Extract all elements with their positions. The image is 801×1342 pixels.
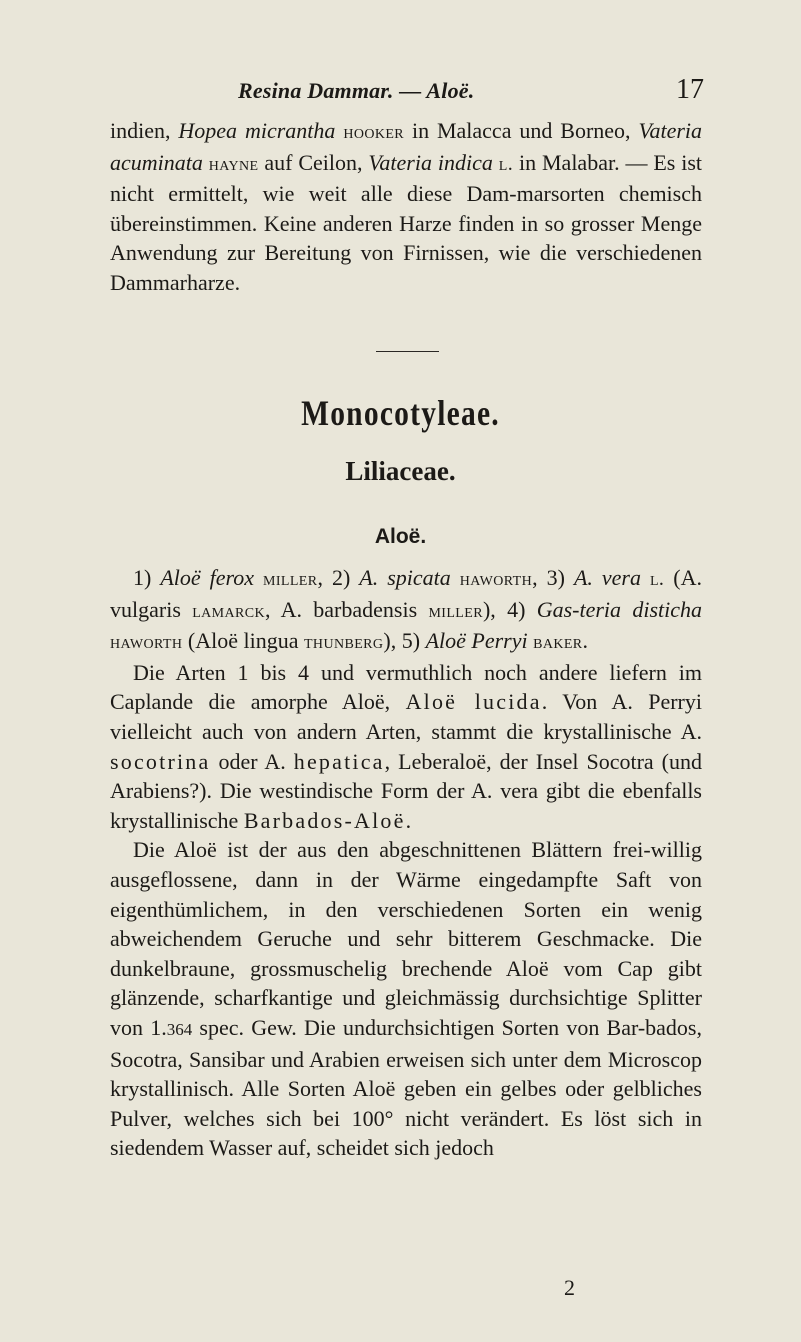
- author-name: l.: [498, 152, 514, 175]
- text-run: , A. barbadensis: [265, 596, 429, 622]
- paragraph-aloe-varieties: [110, 658, 702, 836]
- species-name: A. spicata: [359, 565, 451, 590]
- text-run: oder A.: [210, 748, 294, 774]
- text-run: in Malacca und Borneo,: [404, 118, 639, 143]
- text-run: (A. vulgaris: [110, 565, 703, 622]
- heading-class: Monocotyleae.: [301, 393, 500, 433]
- text-run: , 3): [532, 565, 574, 590]
- signature-mark: 2: [564, 1275, 575, 1300]
- species-name: A. vera: [573, 565, 641, 590]
- heading-genus: Aloë.: [374, 525, 427, 548]
- spaced-term: Aloë lucida: [405, 689, 542, 715]
- text-run: 1): [133, 565, 161, 590]
- text-run: (Aloë lingua: [182, 628, 304, 654]
- species-name: Hopea micrantha: [178, 118, 336, 143]
- text-run: [254, 565, 263, 590]
- author-name: baker: [533, 631, 583, 654]
- text-run: ), 5): [383, 628, 426, 654]
- running-head: [0, 72, 801, 112]
- section-divider: [376, 351, 439, 352]
- text-run: spec. Gew. Die undurchsichtigen Sorten von Bar-bados, Socotra, Sansibar und Arabien erweisen sich unter dem Microscop krystallinisch. Alle Sorten Aloë geben ein gelbes oder gelbliches Pulver, welches sich bei 100° nicht verändert. Es löst sich in siedendem Wasser auf, scheidet sich jedoch: [110, 1014, 702, 1161]
- author-name: haworth: [110, 631, 183, 654]
- author-name: miller: [262, 568, 318, 590]
- page-number: 17: [676, 74, 704, 105]
- text-run: Die Arten 1 bis 4 und vermuthlich noch andere liefern im Caplande die amorphe Aloë,: [110, 659, 702, 715]
- text-block-dammar: [110, 116, 702, 298]
- species-name: Vateria acuminata: [110, 118, 703, 175]
- spaced-term: Barbados-Aloë: [243, 807, 406, 833]
- author-name: miller: [428, 599, 483, 622]
- text-run: .: [582, 628, 589, 654]
- text-run: indien,: [110, 118, 179, 143]
- text-run: auf Ceilon,: [258, 149, 369, 175]
- decimal-digits: 364: [166, 1019, 193, 1039]
- author-name: thunberg: [303, 631, 384, 654]
- text-run: Die Aloë ist der aus den abgeschnittenen Blättern frei-willig ausgeflossene, dann in der Wärme eingedampfte Saft von eigenthümlichem, in den verschiedenen Sorten ein wenig abweichendem Geruche und sehr bitterem Geschmacke. Die dunkelbraune, grossmuschelig brechende Aloë vom Cap gibt glänzende, scharfkantige und gleichmässig durchsichtige Splitter von 1.: [110, 837, 702, 1040]
- text-run: .: [405, 807, 412, 833]
- text-run: in Malabar. — Es ist nicht ermittelt, wie weit alle diese Dam-marsorten chemisch übereinstimmen. Keine anderen Harze finden in so grosser Menge Anwendung zur Bereitung von Firnissen, wie die verschiedenen Dammarharze.: [110, 149, 703, 295]
- species-name: Aloë Perryi: [425, 628, 528, 654]
- text-run: , Leberaloë, der Insel Socotra (und Arabiens?). Die westindische Form der A. vera gibt die ebenfalls krystallinische: [110, 748, 702, 833]
- text-run: [641, 565, 650, 590]
- author-name: haworth: [459, 568, 533, 590]
- text-run: [451, 565, 460, 590]
- paragraph-aloe-description: [110, 835, 702, 1163]
- running-title: Resina Dammar. — Aloë.: [238, 78, 475, 103]
- spaced-term: socotrina: [110, 748, 211, 774]
- text-run: . Von A. Perryi vielleicht auch von andern Arten, stammt die krystallinische A.: [110, 689, 702, 744]
- paragraph-aloe-species: [110, 563, 702, 658]
- species-name: Aloë ferox: [160, 565, 254, 590]
- paragraph-dammar-sources: [110, 116, 702, 298]
- text-run: ), 4): [482, 596, 537, 622]
- spaced-term: hepatica: [293, 748, 385, 774]
- text-run: , 2): [317, 565, 360, 590]
- author-name: lamarck: [192, 599, 265, 622]
- text-block-aloe: [110, 563, 702, 1163]
- heading-family: Liliaceae.: [345, 456, 456, 486]
- author-name: hayne: [208, 152, 259, 175]
- author-name: hooker: [343, 121, 405, 143]
- author-name: l.: [649, 568, 665, 590]
- species-name: Vateria indica: [368, 149, 493, 175]
- species-name: Gas-teria disticha: [536, 596, 703, 622]
